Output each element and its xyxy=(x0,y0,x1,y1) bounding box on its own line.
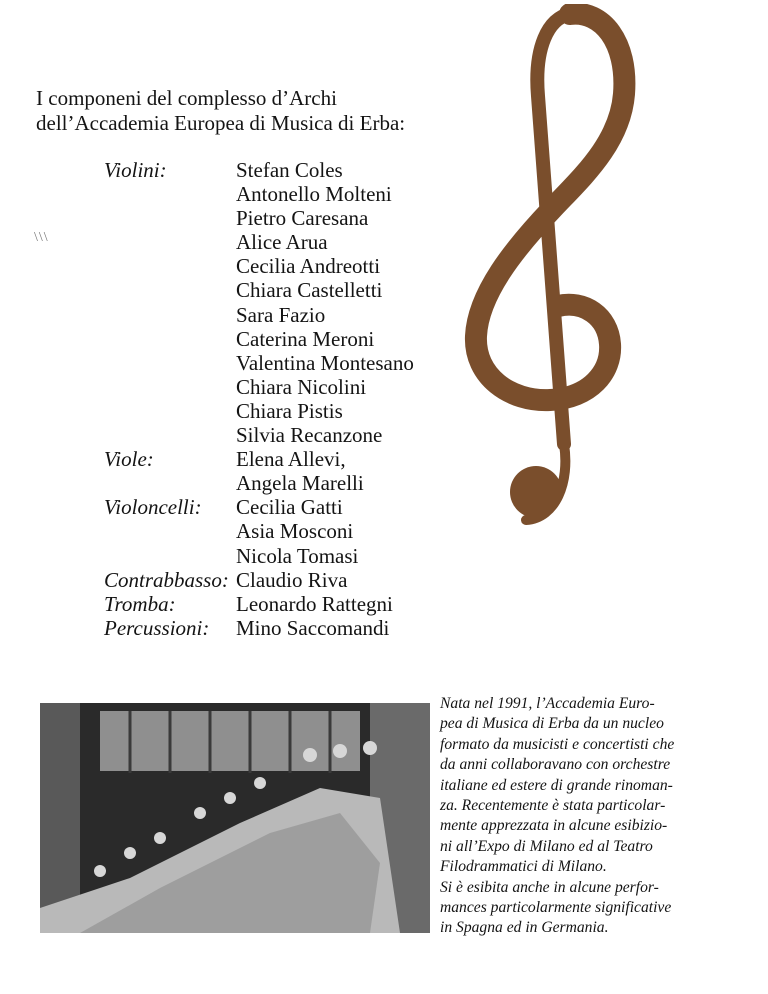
section-label xyxy=(104,230,236,254)
section-label: Violini: xyxy=(104,158,167,182)
roster-row xyxy=(104,303,414,327)
roster-row xyxy=(104,495,414,519)
section-label xyxy=(104,278,236,302)
roster-row xyxy=(104,375,414,399)
member-name: Caterina Meroni xyxy=(236,326,375,351)
member-name: Angela Marelli xyxy=(236,471,364,496)
roster-row xyxy=(104,351,414,375)
caption-line: da anni collaboravano con orchestre xyxy=(440,756,671,774)
roster-row xyxy=(104,544,414,568)
member-name: Cecilia Gatti xyxy=(236,495,343,520)
member-name: Antonello Molteni xyxy=(236,182,392,207)
section-label xyxy=(104,351,236,375)
description-caption xyxy=(440,694,740,939)
section-label xyxy=(104,519,236,543)
roster-row xyxy=(104,158,414,182)
member-name: Asia Mosconi xyxy=(236,519,354,544)
member-name: Leonardo Rattegni xyxy=(236,591,393,616)
member-name: Claudio Riva xyxy=(236,567,348,592)
roster-row xyxy=(104,230,414,254)
members-roster xyxy=(104,158,414,640)
roster-row xyxy=(104,447,414,471)
caption-line: mente apprezzata in alcune esibizio- xyxy=(440,817,668,835)
section-label xyxy=(104,206,236,230)
member-name: Pietro Caresana xyxy=(236,206,369,231)
section-label xyxy=(104,471,236,495)
section-label: Tromba: xyxy=(104,591,176,616)
member-name: Stefan Coles xyxy=(236,158,343,182)
section-label: Violoncelli: xyxy=(104,495,202,520)
roster-row xyxy=(104,182,414,206)
roster-row xyxy=(104,327,414,351)
caption-line: formato da musicisti e concertisti che xyxy=(440,735,675,753)
roster-row xyxy=(104,206,414,230)
section-label: Percussioni: xyxy=(104,615,210,640)
caption-line: italiane ed estere di grande rinoman- xyxy=(440,776,673,794)
roster-row xyxy=(104,471,414,495)
roster-row xyxy=(104,616,414,640)
member-name: Cecilia Andreotti xyxy=(236,254,381,279)
roster-row xyxy=(104,254,414,278)
caption-line: ni all’Expo di Milano ed al Teatro xyxy=(440,837,653,855)
stray-mark: \\\ xyxy=(34,230,49,245)
roster-row xyxy=(104,423,414,447)
section-label xyxy=(104,254,236,278)
section-label xyxy=(104,399,236,423)
section-label xyxy=(104,423,236,447)
section-label: Contrabbasso: xyxy=(104,567,229,592)
section-label xyxy=(104,182,236,206)
member-name: Chiara Pistis xyxy=(236,398,343,423)
section-label xyxy=(104,303,236,327)
section-label xyxy=(104,327,236,351)
caption-line: pea di Musica di Erba da un nucleo xyxy=(440,715,664,733)
member-name: Valentina Montesano xyxy=(236,350,414,375)
section-label xyxy=(104,544,236,568)
caption-line: za. Recentemente è stata particolar- xyxy=(440,797,666,815)
caption-line: in Spagna ed in Germania. xyxy=(440,919,609,937)
member-name: Silvia Recanzone xyxy=(236,423,383,448)
member-name: Nicola Tomasi xyxy=(236,543,359,568)
roster-row xyxy=(104,592,414,616)
caption-line: Nata nel 1991, l’Accademia Euro- xyxy=(440,695,655,712)
member-name: Alice Arua xyxy=(236,230,328,255)
intro-heading xyxy=(36,86,405,135)
member-name: Sara Fazio xyxy=(236,302,326,327)
roster-row xyxy=(104,399,414,423)
caption-line: mances particolarmente significative xyxy=(440,899,672,917)
caption-line: Si è esibita anche in alcune perfor- xyxy=(440,878,659,896)
section-label: Viole: xyxy=(104,447,154,472)
intro-line-1: I componeni del complesso d’Archi xyxy=(36,86,337,110)
roster-row xyxy=(104,519,414,543)
intro-line-2: dell’Accademia Europea di Musica di Erba: xyxy=(36,110,406,135)
section-label xyxy=(104,375,236,399)
member-name: Mino Saccomandi xyxy=(236,615,390,640)
roster-row xyxy=(104,278,414,302)
treble-clef-icon xyxy=(452,4,642,536)
roster-row xyxy=(104,568,414,592)
member-name: Chiara Nicolini xyxy=(236,374,367,399)
caption-line: Filodrammatici di Milano. xyxy=(440,858,607,876)
member-name: Elena Allevi, xyxy=(236,447,346,472)
group-photo xyxy=(40,703,430,933)
member-name: Chiara Castelletti xyxy=(236,278,383,303)
